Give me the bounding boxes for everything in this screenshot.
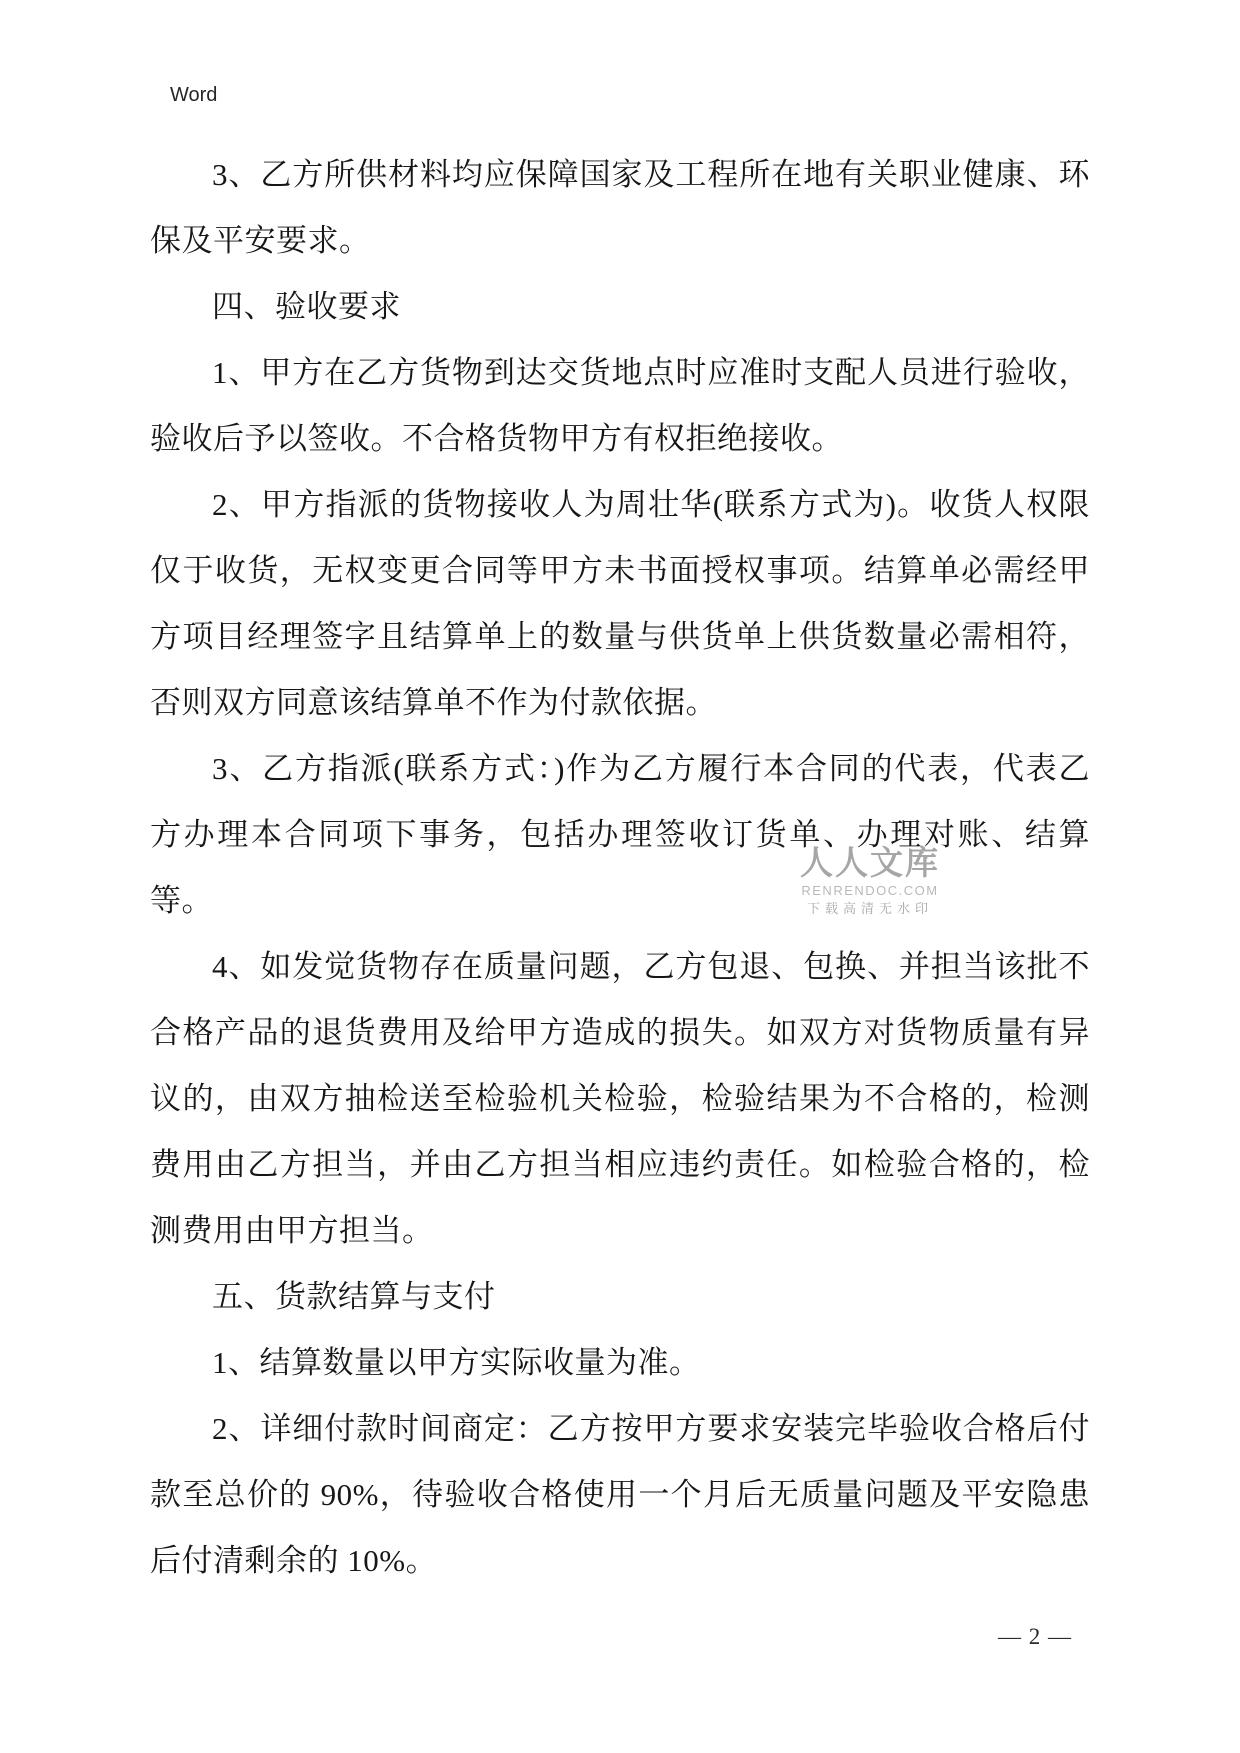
app-label: Word bbox=[170, 84, 218, 106]
document-line: 4、如发觉货物存在质量问题，乙方包退、包换、并担当该批不 bbox=[212, 949, 1090, 984]
document-line: 等。 bbox=[150, 883, 213, 918]
section-heading: 四、验收要求 bbox=[212, 289, 401, 324]
document-line: 1、结算数量以甲方实际收量为准。 bbox=[212, 1345, 701, 1380]
watermark-title: 人人文库 bbox=[800, 846, 940, 882]
watermark bbox=[800, 846, 940, 918]
document-line: 方项目经理签字且结算单上的数量与供货单上供货数量必需相符， bbox=[150, 619, 1090, 654]
document-line: 1、甲方在乙方货物到达交货地点时应准时支配人员进行验收， bbox=[212, 355, 1090, 390]
document-line: 仅于收货，无权变更合同等甲方未书面授权事项。结算单必需经甲 bbox=[150, 553, 1090, 588]
document-line: 款至总价的 90%，待验收合格使用一个月后无质量问题及平安隐患 bbox=[150, 1477, 1090, 1512]
document-line: 否则双方同意该结算单不作为付款依据。 bbox=[150, 685, 717, 720]
document-line: 费用由乙方担当，并由乙方担当相应违约责任。如检验合格的，检 bbox=[150, 1147, 1090, 1182]
watermark-domain: RENRENDOC.COM bbox=[801, 883, 939, 898]
document-line: 后付清剩余的 10%。 bbox=[150, 1543, 438, 1578]
document-line: 测费用由甲方担当。 bbox=[150, 1213, 434, 1248]
document-line: 3、乙方所供材料均应保障国家及工程所在地有关职业健康、环 bbox=[212, 157, 1090, 192]
document-line: 2、甲方指派的货物接收人为周壮华(联系方式为)。收货人权限 bbox=[212, 487, 1090, 522]
document-line: 保及平安要求。 bbox=[150, 223, 371, 258]
document-line: 2、详细付款时间商定：乙方按甲方要求安装完毕验收合格后付 bbox=[212, 1411, 1090, 1446]
watermark-tagline: 下载高清无水印 bbox=[806, 901, 933, 916]
document-line: 方办理本合同项下事务，包括办理签收订货单、办理对账、结算 bbox=[150, 817, 1090, 852]
section-heading: 五、货款结算与支付 bbox=[212, 1279, 496, 1314]
document-line: 验收后予以签收。不合格货物甲方有权拒绝接收。 bbox=[150, 421, 843, 456]
document-line: 议的，由双方抽检送至检验机关检验，检验结果为不合格的，检测 bbox=[150, 1081, 1090, 1116]
document-line: 合格产品的退货费用及给甲方造成的损失。如双方对货物质量有异 bbox=[150, 1015, 1090, 1050]
document-body bbox=[150, 142, 1090, 1594]
page-number: — 2 — bbox=[998, 1624, 1072, 1649]
document-line: 3、乙方指派(联系方式：)作为乙方履行本合同的代表，代表乙 bbox=[212, 751, 1090, 786]
